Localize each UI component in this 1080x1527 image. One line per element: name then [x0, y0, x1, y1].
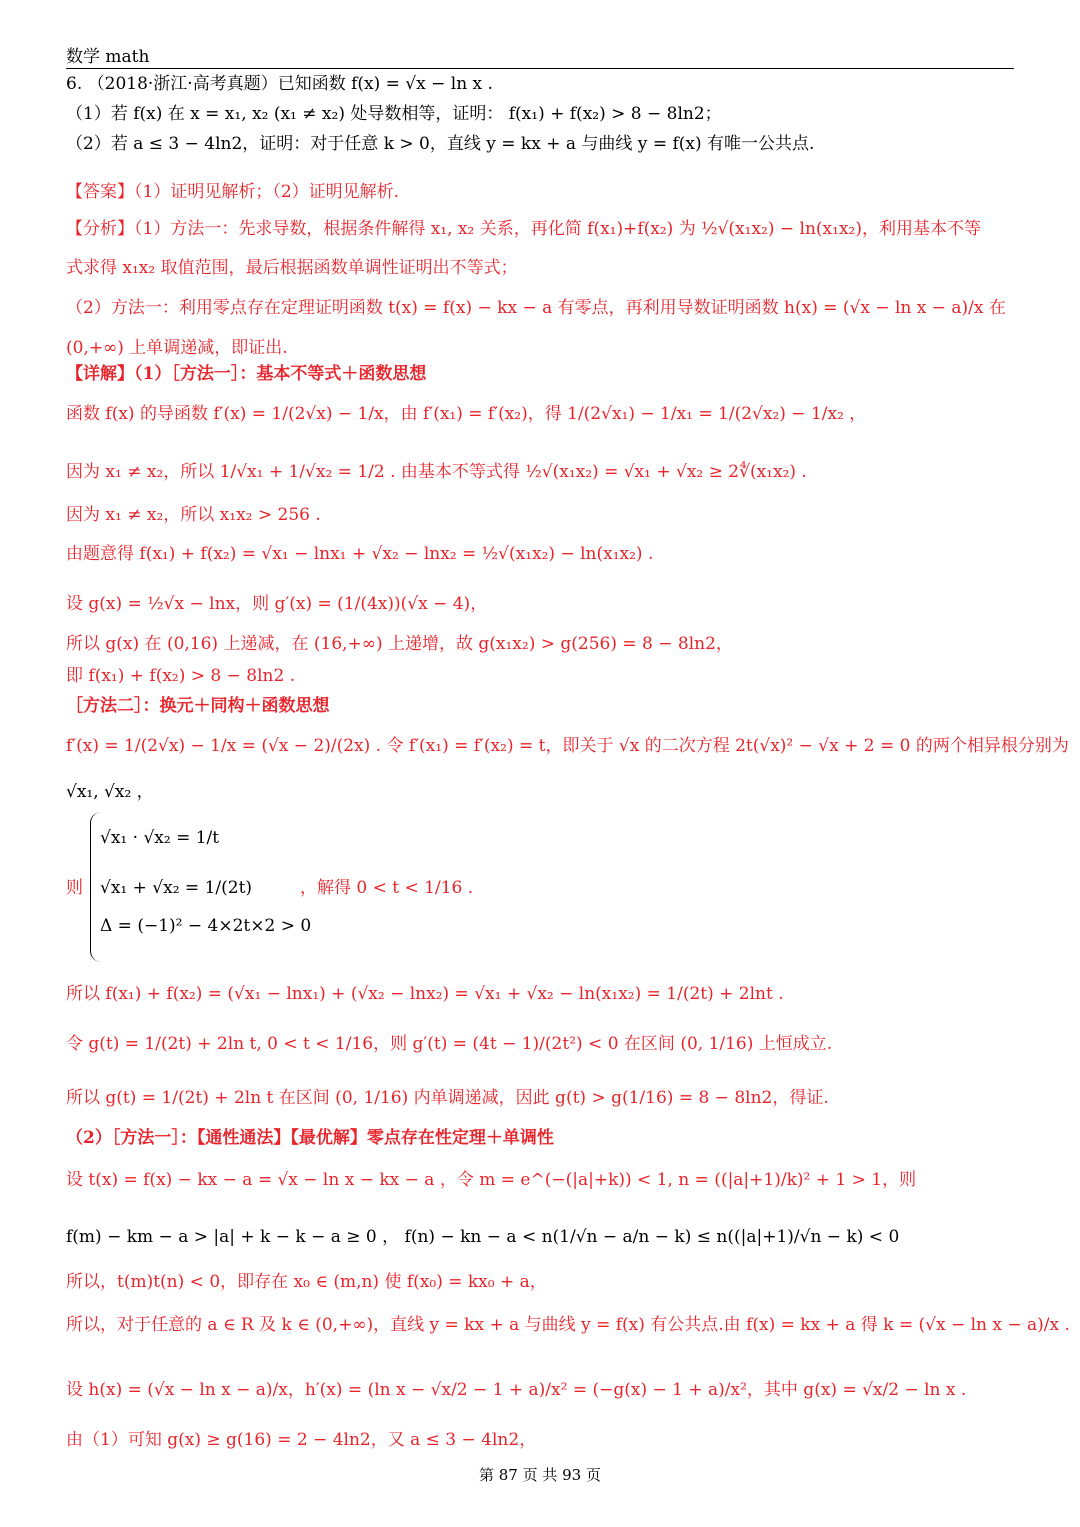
method1-line-4: 由题意得 f(x₁) + f(x₂) = √x₁ − lnx₁ + √x₂ − lnx₂ = ½√(x₁x₂) − ln(x₁x₂) . — [66, 544, 654, 564]
method1-line-5: 设 g(x) = ½√x − lnx，则 g′(x) = (1/(4x))(√x − 4)， — [66, 594, 488, 614]
method1-line-2: 因为 x₁ ≠ x₂，所以 1/√x₁ + 1/√x₂ = 1/2 . 由基本不等式得 ½√(x₁x₂) = √x₁ + √x₂ ≥ 2∜(x₁x₂) . — [66, 462, 807, 482]
method1-line-3: 因为 x₁ ≠ x₂，所以 x₁x₂ > 256 . — [66, 505, 321, 525]
method1-line-1: 函数 f(x) 的导函数 f′(x) = 1/(2√x) − 1/x，由 f′(x₁) = f′(x₂)，得 1/(2√x₁) − 1/x₁ = 1/(2√x₂) − 1/x₂ ， — [66, 404, 867, 424]
method2-line-3: 所以 f(x₁) + f(x₂) = (√x₁ − lnx₁) + (√x₂ − lnx₂) = √x₁ + √x₂ − ln(x₁x₂) = 1/(2t) + 2lnt . — [66, 984, 784, 1004]
header-divider — [66, 68, 1014, 69]
method2-line-2: √x₁, √x₂ ， — [66, 782, 154, 802]
system-prefix: 则 — [66, 878, 83, 898]
answer-line: 【答案】（1）证明见解析；（2）证明见解析. — [66, 182, 400, 202]
part2-line-6: 由（1）可知 g(x) ≥ g(16) = 2 − 4ln2，又 a ≤ 3 − 4ln2， — [66, 1430, 537, 1450]
analysis-line-2: 式求得 x₁x₂ 取值范围，最后根据函数单调性证明出不等式； — [66, 258, 518, 278]
analysis-line-1: 【分析】（1）方法一：先求导数，根据条件解得 x₁, x₂ 关系，再化简 f(x₁)+f(x₂) 为 ½√(x₁x₂) − ln(x₁x₂)，利用基本不等 — [66, 219, 981, 239]
method2-line-4: 令 g(t) = 1/(2t) + 2ln t, 0 < t < 1/16，则 g′(t) = (4t − 1)/(2t²) < 0 在区间 (0, 1/16) 上恒成立. — [66, 1034, 833, 1054]
method2-line-5: 所以 g(t) = 1/(2t) + 2ln t 在区间 (0, 1/16) 内单调递减，因此 g(t) > g(1/16) = 8 − 8ln2，得证. — [66, 1088, 829, 1108]
system-equation-3: Δ = (−1)² − 4×2t×2 > 0 — [100, 916, 312, 936]
part2-title: （2）［方法一］：【通性通法】【最优解】零点存在性定理＋单调性 — [66, 1128, 554, 1148]
detail-title: 【详解】（1）［方法一］：基本不等式＋函数思想 — [66, 364, 427, 384]
system-equation-1: √x₁ · √x₂ = 1/t — [100, 828, 220, 848]
part2-line-2: f(m) − km − a > |a| + k − k − a ≥ 0 ， f(n) − kn − a < n(1/√n − a/n − k) ≤ n((|a|+1)/√n − k) < 0 — [66, 1227, 900, 1247]
page-header: 数学 math — [66, 47, 150, 67]
problem-part2: （2）若 a ≤ 3 − 4ln2，证明：对于任意 k > 0，直线 y = kx + a 与曲线 y = f(x) 有唯一公共点. — [66, 134, 815, 154]
system-equation-2: √x₁ + √x₂ = 1/(2t) — [100, 878, 253, 898]
method1-line-6: 所以 g(x) 在 (0,16) 上递减，在 (16,+∞) 上递增，故 g(x₁x₂) > g(256) = 8 − 8ln2， — [66, 634, 733, 654]
analysis-line-3: （2）方法一：利用零点存在定理证明函数 t(x) = f(x) − kx − a 有零点，再利用导数证明函数 h(x) = (√x − ln x − a)/x 在 — [66, 298, 1006, 318]
problem-head: 6. （2018·浙江·高考真题）已知函数 f(x) = √x − ln x . — [66, 74, 493, 94]
method1-line-7: 即 f(x₁) + f(x₂) > 8 − 8ln2 . — [66, 666, 296, 686]
part2-line-5: 设 h(x) = (√x − ln x − a)/x，h′(x) = (ln x − √x/2 − 1 + a)/x² = (−g(x) − 1 + a)/x²，其中 g(x) = √x/2 − ln x . — [66, 1380, 967, 1400]
system-suffix: ，解得 0 < t < 1/16 . — [300, 878, 474, 898]
part2-line-1: 设 t(x) = f(x) − kx − a = √x − ln x − kx − a ，令 m = e^(−(|a|+k)) < 1, n = ((|a|+1)/k)² + 1 > 1，则 — [66, 1170, 917, 1190]
method2-line-1: f′(x) = 1/(2√x) − 1/x = (√x − 2)/(2x) . 令 f′(x₁) = f′(x₂) = t，即关于 √x 的二次方程 2t(√x)² − √x + 2 = 0 的两个相异根分别为 — [66, 736, 1069, 756]
problem-part1: （1）若 f(x) 在 x = x₁, x₂ (x₁ ≠ x₂) 处导数相等，证明： f(x₁) + f(x₂) > 8 − 8ln2； — [66, 104, 722, 124]
analysis-line-4: (0,+∞) 上单调递减，即证出. — [66, 338, 288, 358]
part2-line-3: 所以，t(m)t(n) < 0，即存在 x₀ ∈ (m,n) 使 f(x₀) = kx₀ + a， — [66, 1272, 547, 1292]
page-footer: 第 87 页 共 93 页 — [478, 1466, 601, 1484]
part2-line-4: 所以，对于任意的 a ∈ R 及 k ∈ (0,+∞)，直线 y = kx + a 与曲线 y = f(x) 有公共点.由 f(x) = kx + a 得 k = (√x − ln x − a)/x . — [66, 1315, 1070, 1335]
method2-title: ［方法二］：换元＋同构＋函数思想 — [66, 696, 330, 716]
